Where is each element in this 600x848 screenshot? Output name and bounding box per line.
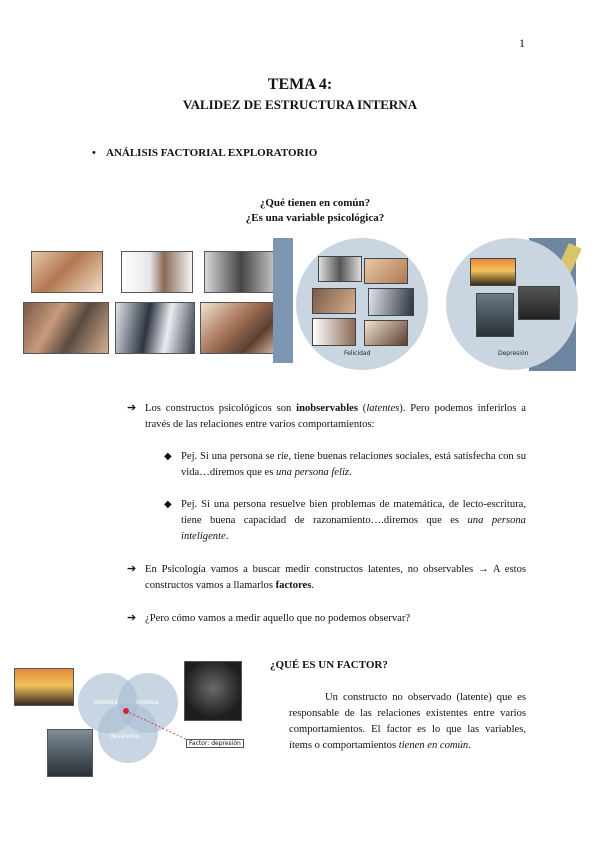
factor-connector [100, 700, 260, 760]
page-number: 1 [519, 36, 525, 50]
page-title: TEMA 4: [267, 76, 333, 93]
diamond-icon: ◆ [164, 499, 172, 510]
cluster-photo [470, 258, 516, 286]
arrow-icon: ➔ [127, 402, 137, 414]
photo-woman-money [204, 251, 278, 293]
example-happy: Pej. Si una persona se ríe, tiene buenas relaciones sociales, está satisfecha con su vida…diremos que es una persona feliz. [181, 451, 526, 478]
factor-line [126, 711, 192, 742]
depression-cluster [446, 238, 578, 370]
factor-label-box: Factor: depresión [186, 739, 244, 748]
cluster-photo [364, 320, 408, 346]
photo-strong-woman [121, 251, 193, 293]
question-2: ¿Es una variable psicológica? [245, 212, 385, 224]
cluster-photo [476, 293, 514, 337]
arrow-icon: ➔ [127, 612, 137, 624]
happiness-cluster [296, 238, 428, 370]
venn-label-3: desánimo [110, 733, 140, 740]
cluster-photo [368, 288, 414, 316]
page-subtitle: VALIDEZ DE ESTRUCTURA INTERNA [182, 97, 418, 112]
cluster-photo [518, 286, 560, 320]
cluster-photo [312, 318, 356, 346]
photo-group-friends [23, 302, 109, 354]
venn-label-1: soledad [94, 699, 118, 706]
photo-family-hug [200, 302, 282, 354]
cluster-photo [364, 258, 408, 284]
happiness-label: Felicidad [344, 350, 371, 357]
section-heading [92, 147, 317, 159]
questions-block [0, 196, 600, 226]
example-intelligent: Pej. Si una persona resuelve bien problemas de matemática, de lecto-escritura, tiene buena capacidad de razonamiento….diremos que es una persona inteligente. [181, 499, 526, 542]
cluster-photo [318, 256, 362, 282]
cluster-photo [312, 288, 356, 314]
photo-sunset-sad [14, 668, 74, 706]
decorative-bar [273, 238, 293, 363]
photo-business-meeting [115, 302, 195, 354]
section-heading-text: ANÁLISIS FACTORIAL EXPLORATORIO [106, 147, 318, 159]
diamond-icon: ◆ [164, 451, 172, 462]
depression-label: Depresión [498, 350, 529, 357]
bullet-icon: • [92, 147, 96, 159]
paragraph-constructs: Los constructos psicológicos son inobservables (latentes). Pero podemos inferirlos a través de las relaciones entre varios comportamientos: [145, 403, 526, 430]
photo-laughing-couple [31, 251, 103, 293]
arrow-icon: ➔ [127, 563, 137, 575]
factor-heading: ¿QUÉ ES UN FACTOR? [270, 659, 388, 671]
paragraph-factors: En Psicología vamos a buscar medir constructos latentes, no observables → A estos constructos vamos a llamarlos factores. [145, 564, 526, 591]
venn-label-2: tristeza [136, 699, 159, 706]
paragraph-question: ¿Pero cómo vamos a medir aquello que no podemos observar? [145, 613, 411, 624]
factor-definition: Un constructo no observado (latente) que es responsable de las relaciones existentes entre varios comportamientos. El factor es lo que las variables, ítems o comportamientos tienen en común. [289, 692, 526, 751]
question-1: ¿Qué tienen en común? [259, 197, 371, 209]
photo-woman-crying [47, 729, 93, 777]
